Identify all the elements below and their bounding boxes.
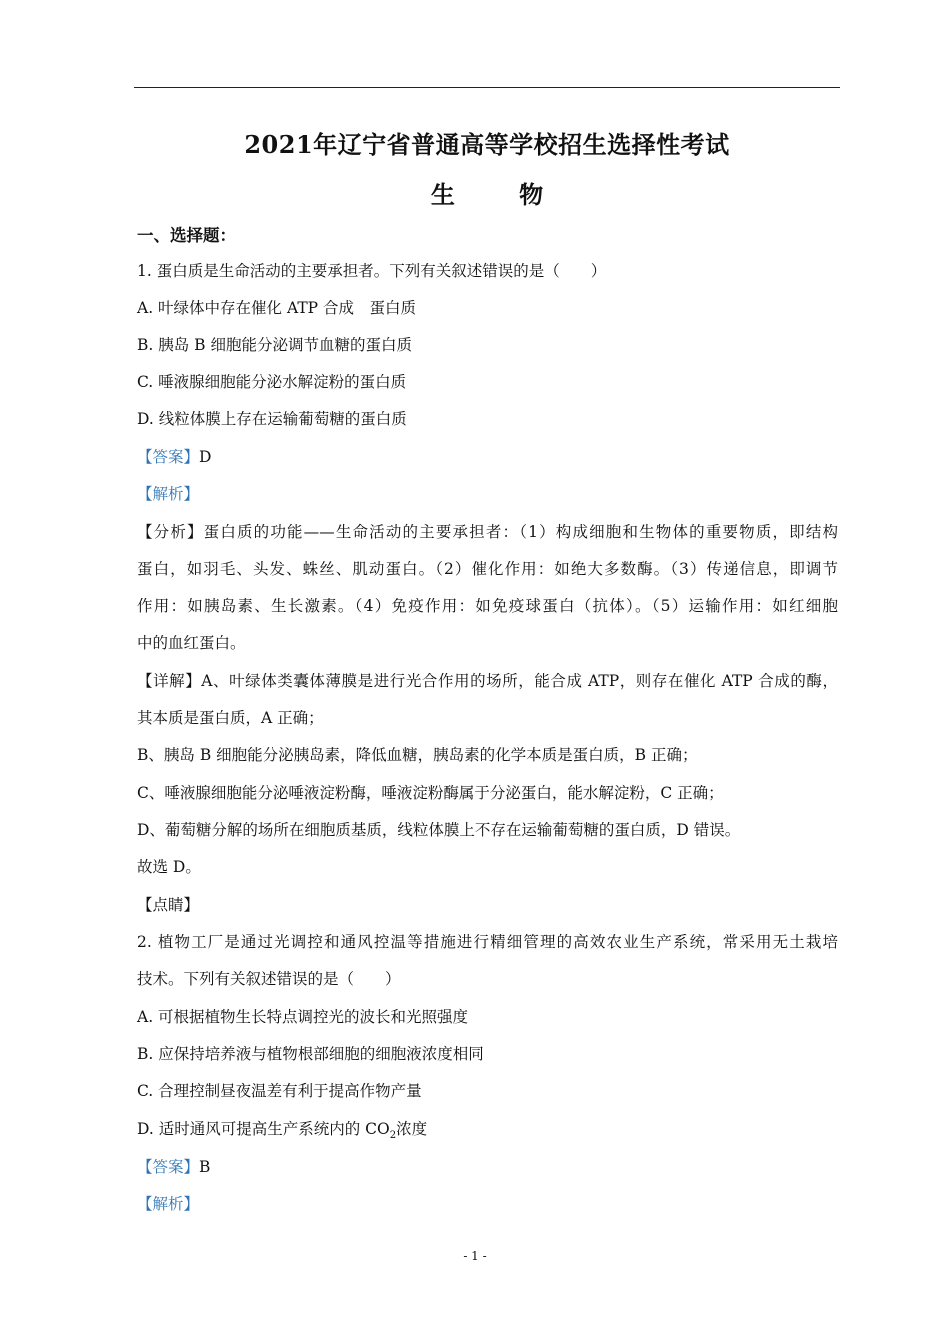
q2-option-b: B. 应保持培养液与植物根部细胞的细胞液浓度相同 (137, 1045, 484, 1063)
q2-stem-line: 技术。下列有关叙述错误的是（ ） (137, 970, 401, 988)
subject-title: 生 物 (430, 180, 572, 209)
section-heading: 一、选择题： (137, 226, 236, 245)
q1-answer (137, 447, 211, 467)
q2-option-d-text: D. 适时通风可提高生产系统内的 CO (137, 1120, 390, 1138)
header-rule (134, 87, 840, 88)
q1-option-d: D. 线粒体膜上存在运输葡萄糖的蛋白质 (137, 410, 407, 428)
q1-detail-line: D、葡萄糖分解的场所在细胞质基质，线粒体膜上不存在运输葡萄糖的蛋白质，D 错误。 (137, 821, 741, 839)
q2-option-c: C. 合理控制昼夜温差有利于提高作物产量 (137, 1082, 422, 1100)
q1-fenxi-line: 蛋白，如羽毛、头发、蛛丝、肌动蛋白。（2）催化作用：如绝大多数酶。（3）传递信息，即调节 (137, 560, 838, 578)
q1-detail-line: B、胰岛 B 细胞能分泌胰岛素，降低血糖，胰岛素的化学本质是蛋白质，B 正确； (137, 746, 698, 764)
q2-analysis-tag: 【解析】 (137, 1195, 200, 1213)
q1-option-b: B. 胰岛 B 细胞能分泌调节血糖的蛋白质 (137, 336, 412, 354)
q2-option-d (137, 1119, 427, 1146)
answer-tag: 【答案】 (137, 448, 200, 466)
subscript: 2 (389, 1130, 397, 1142)
q2-option-a: A. 可根据植物生长特点调控光的波长和光照强度 (137, 1008, 469, 1026)
q1-fenxi-line: 中的血红蛋白。 (137, 634, 246, 652)
q1-detail-line: 故选 D。 (137, 858, 201, 876)
q2-option-d-suffix: 浓度 (396, 1120, 428, 1138)
q1-dianjing: 【点睛】 (137, 896, 200, 914)
q2-stem-line: 2. 植物工厂是通过光调控和通风控温等措施进行精细管理的高效农业生产系统，常采用无土栽培 (137, 933, 838, 951)
q1-fenxi-line: 【分析】蛋白质的功能——生命活动的主要承担者：（1）构成细胞和生物体的重要物质，即结构 (137, 523, 838, 541)
page-number: - 1 - (463, 1249, 487, 1263)
q1-option-c: C. 唾液腺细胞能分泌水解淀粉的蛋白质 (137, 373, 407, 391)
answer-tag: 【答案】 (137, 1158, 200, 1176)
q1-detail-line: 【详解】A、叶绿体类囊体薄膜是进行光合作用的场所，能合成 ATP，则存在催化 ATP 合成的酶， (137, 672, 838, 690)
q1-analysis-tag: 【解析】 (137, 485, 200, 503)
q1-detail-line: 其本质是蛋白质，A 正确； (137, 709, 324, 727)
answer-value: D (199, 448, 212, 466)
answer-value: B (199, 1158, 211, 1176)
q1-detail-line: C、唾液腺细胞能分泌唾液淀粉酶，唾液淀粉酶属于分泌蛋白，能水解淀粉，C 正确； (137, 784, 724, 802)
q1-stem: 1. 蛋白质是生命活动的主要承担者。下列有关叙述错误的是（ ） (137, 262, 607, 280)
q1-option-a: A. 叶绿体中存在催化 ATP 合成 蛋白质 (137, 299, 417, 317)
exam-title: 2021年辽宁省普通高等学校招生选择性考试 (244, 130, 730, 159)
q2-answer (137, 1157, 210, 1177)
q1-fenxi-line: 作用：如胰岛素、生长激素。（4）免疫作用：如免疫球蛋白（抗体）。（5）运输作用：如红细胞 (137, 597, 838, 615)
